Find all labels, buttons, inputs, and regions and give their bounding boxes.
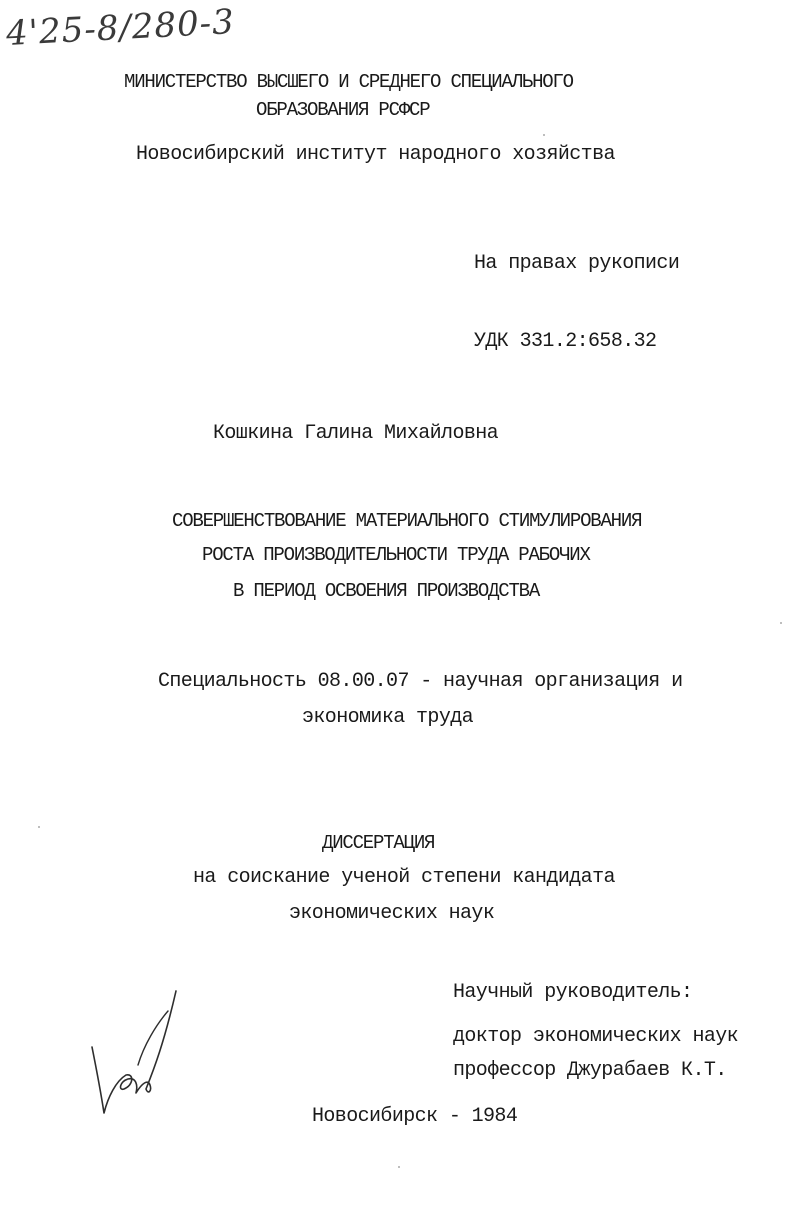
ministry-line-2: ОБРАЗОВАНИЯ РСФСР [256,99,430,121]
ministry-line-1: МИНИСТЕРСТВО ВЫСШЕГО И СРЕДНЕГО СПЕЦИАЛЬНОГО [124,71,573,93]
specialty-line-2: экономика труда [302,706,474,729]
dissertation-heading: ДИССЕРТАЦИЯ [322,832,435,854]
title-line-3: В ПЕРИОД ОСВОЕНИЯ ПРОИЗВОДСТВА [233,580,540,602]
dissertation-line-2: экономических наук [289,902,495,925]
archive-mark: 4'25-8/280-3 [5,2,236,54]
institute-name: Новосибирский институт народного хозяйства [136,143,615,166]
author-name: Кошкина Галина Михайловна [213,422,499,445]
city-year: Новосибирск - 1984 [312,1105,518,1128]
title-line-2: РОСТА ПРОИЗВОДИТЕЛЬНОСТИ ТРУДА РАБОЧИХ [202,544,590,566]
supervisor-degree: доктор экономических наук [453,1025,739,1048]
udc-code: УДК 331.2:658.32 [474,330,657,353]
signature [78,985,188,1135]
specialty-line-1: Специальность 08.00.07 - научная организация и [158,670,683,693]
dissertation-line-1: на соискание ученой степени кандидата [193,866,615,889]
supervisor-label: Научный руководитель: [453,981,693,1004]
supervisor-name: профессор Джурабаев К.Т. [453,1059,727,1082]
manuscript-rights: На правах рукописи [474,252,680,275]
title-line-1: СОВЕРШЕНСТВОВАНИЕ МАТЕРИАЛЬНОГО СТИМУЛИРОВАНИЯ [172,510,642,532]
